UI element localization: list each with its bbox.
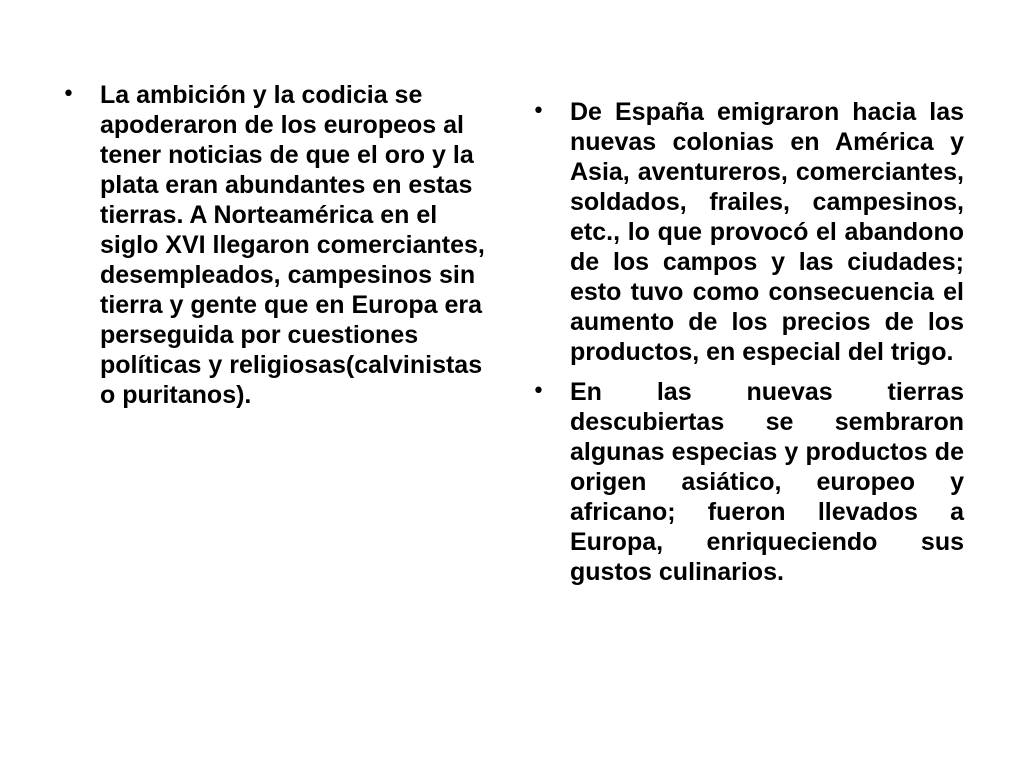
bullet-text: En las nuevas tierras descubiertas se sembraron algunas especias y productos de origen asiático, europeo y africano; fueron llevados a Europa, enriqueciendo sus gustos culinarios.	[570, 378, 964, 586]
bullet-dot-icon: •	[532, 99, 545, 124]
left-text-column	[62, 80, 490, 410]
bullet-text: La ambición y la codicia se apoderaron de los europeos al tener noticias de que el oro y la plata eran abundantes en estas tierras. A Norteamérica en el siglo XVI llegaron comerciantes, desempleados, campesinos sin tierra y gente que en Europa era perseguida por cuestiones políticas y religiosas(calvinistas o puritanos).	[100, 81, 485, 409]
bullet-item-nuevas-tierras	[532, 377, 964, 587]
bullet-dot-icon: •	[532, 379, 545, 404]
right-text-column	[532, 97, 964, 587]
bullet-text: De España emigraron hacia las nuevas colonias en América y Asia, aventureros, comerciantes, soldados, frailes, campesinos, etc., lo que provocó el abandono de los campos y las ciudades; esto tuvo como consecuencia el aumento de los precios de los productos, en especial del trigo.	[570, 98, 964, 366]
bullet-item-espana-emigraron	[532, 97, 964, 367]
bullet-item-ambicion	[62, 80, 490, 410]
bullet-dot-icon: •	[62, 82, 75, 107]
